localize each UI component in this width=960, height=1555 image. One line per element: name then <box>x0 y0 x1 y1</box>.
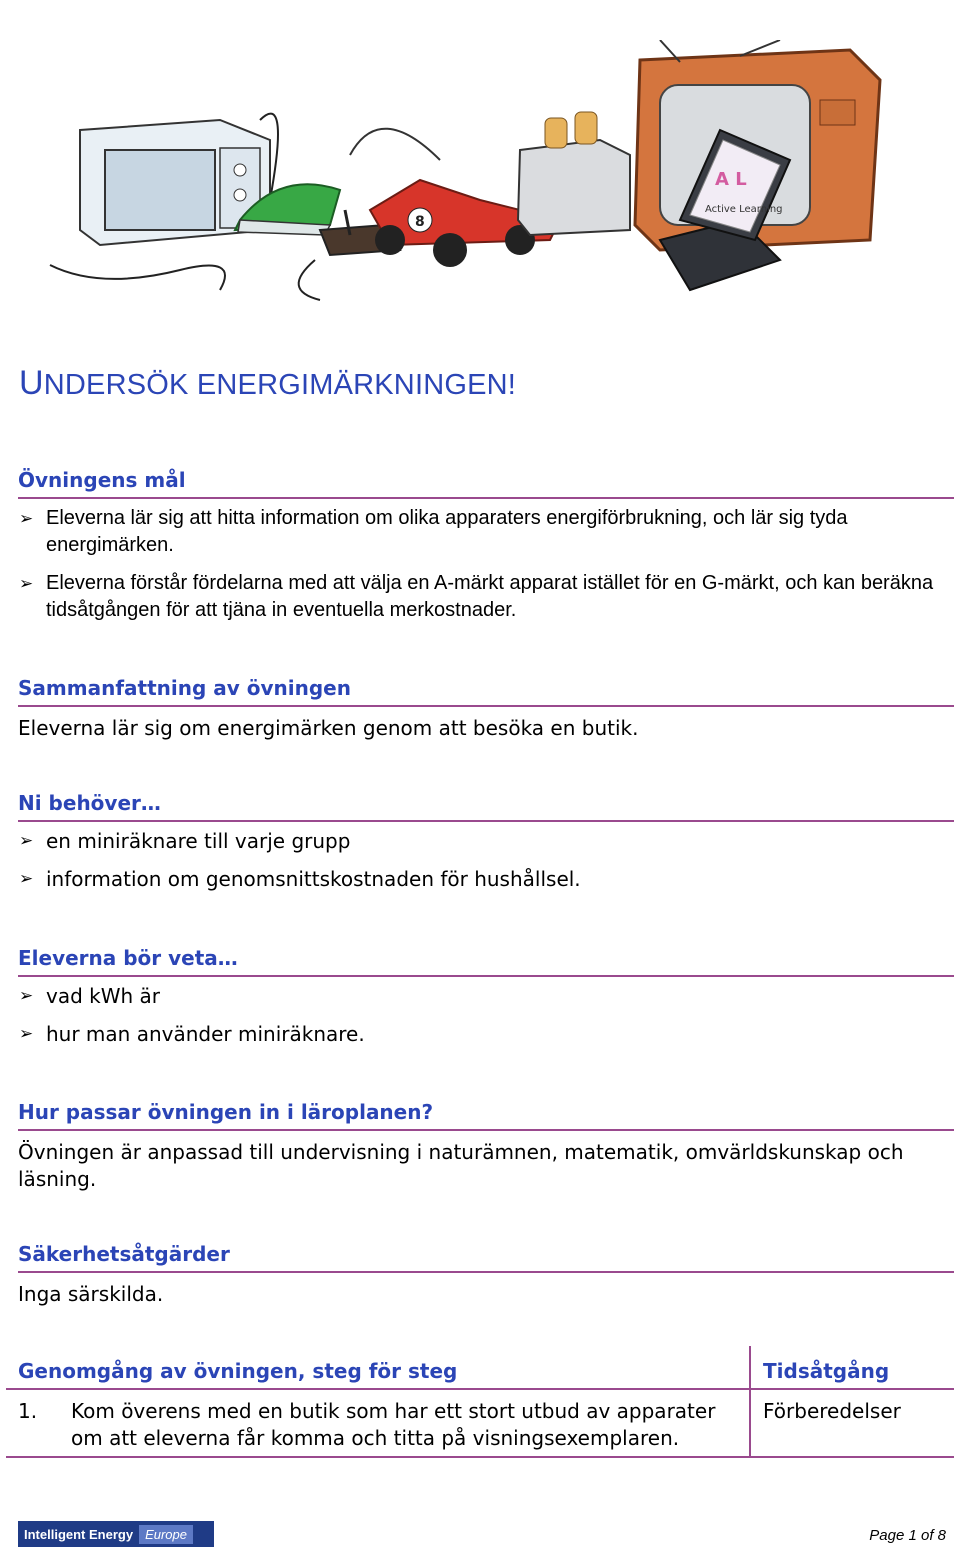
microwave-image <box>50 114 278 290</box>
curriculum-heading: Hur passar övningen in i läroplanen? <box>18 1099 954 1131</box>
page-title: UNDERSÖK ENERGIMÄRKNINGEN! <box>19 364 517 402</box>
appliances-illustration <box>40 40 920 310</box>
arrow-bullet-icon: ➢ <box>19 986 34 1006</box>
steps-table <box>6 1346 954 1458</box>
steps-header-row <box>6 1346 954 1390</box>
step-text: Kom överens med en butik som har ett stort utbud av apparater om att eleverna får komma och titta på visningsexemplaren. <box>71 1399 716 1450</box>
toaster-image <box>518 112 630 235</box>
step-cell <box>6 1390 751 1456</box>
summary-section <box>18 675 954 742</box>
list-item: ➢ Eleverna lär sig att hitta information om olika apparaters energiförbrukning, och lär sig tyda energimärken. <box>19 507 848 556</box>
needs-list <box>18 828 954 893</box>
safety-section <box>18 1241 954 1308</box>
list-item: ➢ hur man använder miniräknare. <box>19 1022 365 1046</box>
list-item: ➢ vad kWh är <box>19 984 161 1008</box>
arrow-bullet-icon: ➢ <box>19 869 34 889</box>
curriculum-section <box>18 1099 954 1193</box>
svg-text:8: 8 <box>415 214 425 230</box>
summary-heading: Sammanfattning av övningen <box>18 675 954 707</box>
curriculum-text: Övningen är anpassad till undervisning i naturämnen, matematik, omvärldskunskap och läsning. <box>18 1140 904 1191</box>
knowledge-section <box>18 945 954 1059</box>
step-number: 1. <box>18 1399 38 1423</box>
safety-text: Inga särskilda. <box>18 1282 164 1306</box>
svg-text:Active Learning: Active Learning <box>705 204 783 215</box>
time-heading: Tidsåtgång <box>763 1359 890 1383</box>
goal-section <box>18 467 954 635</box>
page-number: Page 1 of 8 <box>869 1527 946 1544</box>
needs-heading: Ni behöver… <box>18 790 954 822</box>
knowledge-heading: Eleverna bör veta… <box>18 945 954 977</box>
svg-text:A L: A L <box>715 169 747 190</box>
intelligent-energy-logo: Intelligent Energy Europe <box>18 1521 214 1547</box>
goal-heading: Övningens mål <box>18 467 954 499</box>
list-item: ➢ en miniräknare till varje grupp <box>19 829 351 853</box>
table-row <box>6 1390 954 1458</box>
knowledge-list <box>18 983 954 1048</box>
arrow-bullet-icon: ➢ <box>19 509 34 528</box>
arrow-bullet-icon: ➢ <box>19 831 34 851</box>
list-item: ➢ information om genomsnittskostnaden för hushållsel. <box>19 867 581 891</box>
safety-heading: Säkerhetsåtgärder <box>18 1241 954 1273</box>
list-item: ➢ Eleverna förstår fördelarna med att välja en A-märkt apparat istället för en G-märkt, och kan beräkna tidsåtgången för att tjäna in eventuella merkostnader. <box>19 572 934 621</box>
arrow-bullet-icon: ➢ <box>19 1024 34 1044</box>
summary-text: Eleverna lär sig om energimärken genom att besöka en butik. <box>18 716 639 740</box>
needs-section <box>18 790 954 904</box>
time-cell: Förberedelser <box>763 1399 901 1423</box>
goal-list <box>18 505 954 624</box>
arrow-bullet-icon: ➢ <box>19 574 34 593</box>
steps-heading: Genomgång av övningen, steg för steg <box>6 1346 751 1388</box>
